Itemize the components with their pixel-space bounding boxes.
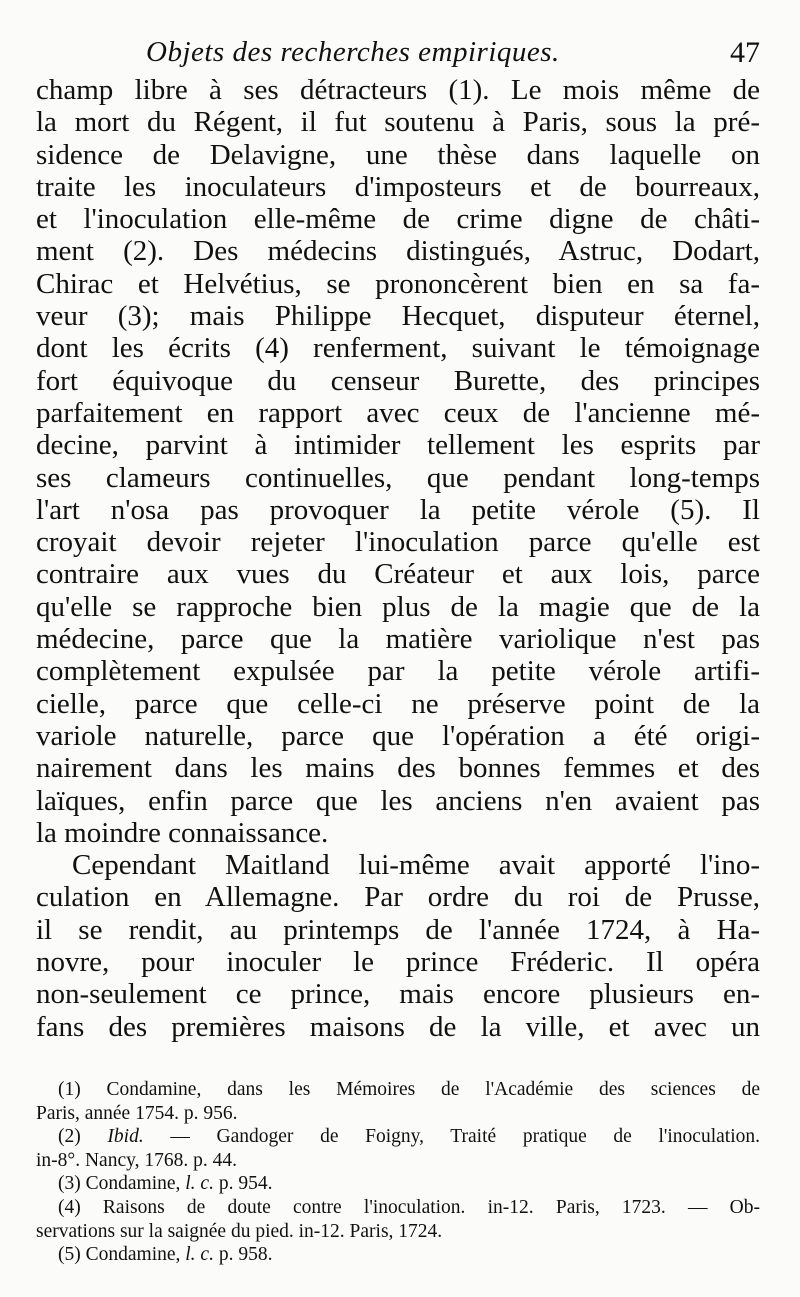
running-head: Objets des recherches empiriques. xyxy=(146,36,560,68)
paragraph-start-line: Cependant Maitland lui-même avait apporté l'ino- xyxy=(72,849,760,882)
footnote-5-loc-cit: l. c. xyxy=(185,1244,214,1266)
text-line: qu'elle se rapproche bien plus de la magie que de la xyxy=(36,590,760,623)
text-line: nairement dans les mains des bonnes femmes et des xyxy=(36,752,760,785)
text-line: l'art n'osa pas provoquer la petite vérole (5). Il xyxy=(36,493,760,526)
text-line: champ libre à ses détracteurs (1). Le mois même de xyxy=(36,74,760,106)
footnote-5-page: p. 958. xyxy=(213,1244,273,1266)
text-line: veur (3); mais Philippe Hecquet, disputeur éternel, xyxy=(36,300,760,333)
footnotes xyxy=(36,1078,760,1267)
footnote-1: (1) Condamine, dans les Mémoires de l'Académie des sciences de xyxy=(58,1079,760,1100)
text-line: Chirac et Helvétius, se prononcèrent bien en sa fa- xyxy=(36,267,760,300)
text-line: laïques, enfin parce que les anciens n'en avaient pas xyxy=(36,784,760,817)
text-line: ment (2). Des médecins distingués, Astruc, Dodart, xyxy=(36,235,760,268)
footnote-2-continued: in-8°. Nancy, 1768. p. 44. xyxy=(36,1149,237,1171)
text-line: dont les écrits (4) renferment, suivant le témoignage xyxy=(36,332,760,365)
footnote-5-text: (5) Condamine, xyxy=(58,1244,186,1266)
body-text xyxy=(36,74,760,1043)
footnote-3-page: p. 954. xyxy=(213,1173,273,1195)
text-line: croyait devoir rejeter l'inoculation parce qu'elle est xyxy=(36,526,760,559)
footnote-2-mark: (2) xyxy=(58,1126,108,1148)
text-line: ses clameurs continuelles, que pendant long-temps xyxy=(36,461,760,494)
text-line: il se rendit, au printemps de l'année 1724, à Ha- xyxy=(36,913,760,946)
footnote-2-ibid: Ibid. xyxy=(107,1126,144,1148)
text-line: cielle, parce que celle-ci ne préserve point de la xyxy=(36,687,760,720)
text-line: parfaitement en rapport avec ceux de l'ancienne mé- xyxy=(36,396,760,429)
footnote-4: (4) Raisons de doute contre l'inoculation. in-12. Paris, 1723. — Ob- xyxy=(58,1196,760,1218)
page-header xyxy=(36,34,760,74)
paragraph-end-line: la moindre connaissance. xyxy=(36,816,329,849)
text-line: et l'inoculation elle-même de crime digne de châti- xyxy=(36,203,760,236)
text-line: non-seulement ce prince, mais encore plusieurs en- xyxy=(36,978,760,1011)
footnote-1-continued: Paris, année 1754. p. 956. xyxy=(36,1102,238,1124)
text-line: variole naturelle, parce que l'opération a été origi- xyxy=(36,719,760,752)
text-line: sidence de Delavigne, une thèse dans laquelle on xyxy=(36,138,760,171)
text-line: culation en Allemagne. Par ordre du roi de Prusse, xyxy=(36,881,760,914)
footnote-3-loc-cit: l. c. xyxy=(185,1173,214,1195)
footnote-4-continued: servations sur la saignée du pied. in-12. Paris, 1724. xyxy=(36,1220,443,1242)
page-number: 47 xyxy=(730,36,760,69)
text-line: médecine, parce que la matière variolique n'est pas xyxy=(36,623,760,656)
footnote-3-text: (3) Condamine, xyxy=(58,1173,186,1195)
text-line: fort équivoque du censeur Burette, des principes xyxy=(36,364,760,397)
text-line: fans des premières maisons de la ville, et avec un xyxy=(36,1010,760,1043)
footnote-2 xyxy=(36,1125,760,1149)
footnote-3 xyxy=(36,1172,760,1196)
text-line: novre, pour inoculer le prince Fréderic. Il opéra xyxy=(36,946,760,979)
text-line: traite les inoculateurs d'imposteurs et de bourreaux, xyxy=(36,170,760,203)
text-line: la mort du Régent, il fut soutenu à Paris, sous la pré- xyxy=(36,106,760,139)
footnote-5 xyxy=(36,1243,760,1267)
footnote-2-text: — Gandoger de Foigny, Traité pratique de l'inoculation. xyxy=(143,1126,760,1148)
text-line: contraire aux vues du Créateur et aux lois, parce xyxy=(36,558,760,591)
text-line: complètement expulsée par la petite vérole artifi- xyxy=(36,655,760,688)
text-line: decine, parvint à intimider tellement les esprits par xyxy=(36,429,760,462)
